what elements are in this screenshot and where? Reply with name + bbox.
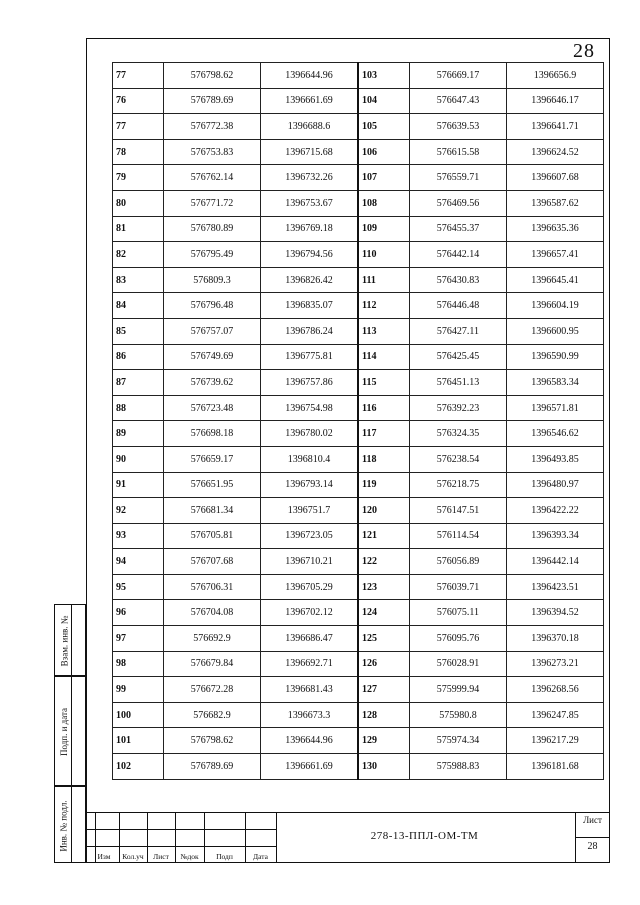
x-coordinate-cell: 576324.35 <box>410 421 507 447</box>
title-col-date: Дата <box>253 852 268 861</box>
y-coordinate-cell: 1396181.68 <box>507 754 604 780</box>
x-coordinate-cell: 576739.62 <box>164 370 261 396</box>
table-row <box>113 370 604 396</box>
y-coordinate-cell: 1396705.29 <box>261 574 359 600</box>
y-coordinate-cell: 1396480.97 <box>507 472 604 498</box>
x-coordinate-cell: 576425.45 <box>410 344 507 370</box>
x-coordinate-cell: 576095.76 <box>410 626 507 652</box>
y-coordinate-cell: 1396754.98 <box>261 395 359 421</box>
table-row <box>113 421 604 447</box>
title-col-list: Лист <box>153 852 169 861</box>
x-coordinate-cell: 576615.58 <box>410 139 507 165</box>
table-row <box>113 344 604 370</box>
point-number-cell: 114 <box>358 344 410 370</box>
point-number-cell: 77 <box>113 63 164 89</box>
point-number-cell: 127 <box>358 677 410 703</box>
x-coordinate-cell: 576704.08 <box>164 600 261 626</box>
y-coordinate-cell: 1396656.9 <box>507 63 604 89</box>
x-coordinate-cell: 576798.62 <box>164 728 261 754</box>
x-coordinate-cell: 576753.83 <box>164 139 261 165</box>
point-number-cell: 102 <box>113 754 164 780</box>
point-number-cell: 115 <box>358 370 410 396</box>
y-coordinate-cell: 1396835.07 <box>261 293 359 319</box>
table-row <box>113 472 604 498</box>
y-coordinate-cell: 1396422.22 <box>507 498 604 524</box>
point-number-cell: 107 <box>358 165 410 191</box>
x-coordinate-cell: 576705.81 <box>164 523 261 549</box>
y-coordinate-cell: 1396753.67 <box>261 190 359 216</box>
x-coordinate-cell: 575988.83 <box>410 754 507 780</box>
y-coordinate-cell: 1396635.36 <box>507 216 604 242</box>
x-coordinate-cell: 576427.11 <box>410 318 507 344</box>
y-coordinate-cell: 1396775.81 <box>261 344 359 370</box>
x-coordinate-cell: 576809.3 <box>164 267 261 293</box>
x-coordinate-cell: 576647.43 <box>410 88 507 114</box>
table-row <box>113 88 604 114</box>
x-coordinate-cell: 576772.38 <box>164 114 261 140</box>
y-coordinate-cell: 1396587.62 <box>507 190 604 216</box>
table-row <box>113 267 604 293</box>
y-coordinate-cell: 1396769.18 <box>261 216 359 242</box>
x-coordinate-cell: 576692.9 <box>164 626 261 652</box>
x-coordinate-cell: 576238.54 <box>410 446 507 472</box>
y-coordinate-cell: 1396641.71 <box>507 114 604 140</box>
x-coordinate-cell: 576651.95 <box>164 472 261 498</box>
y-coordinate-cell: 1396780.02 <box>261 421 359 447</box>
point-number-cell: 83 <box>113 267 164 293</box>
side-stamp-label: Подп. и дата <box>59 707 69 757</box>
y-coordinate-cell: 1396370.18 <box>507 626 604 652</box>
table-row <box>113 242 604 268</box>
y-coordinate-cell: 1396607.68 <box>507 165 604 191</box>
y-coordinate-cell: 1396571.81 <box>507 395 604 421</box>
point-number-cell: 123 <box>358 574 410 600</box>
side-stamp-replaced-inv <box>54 604 86 676</box>
table-row <box>113 216 604 242</box>
x-coordinate-cell: 576147.51 <box>410 498 507 524</box>
x-coordinate-cell: 576659.17 <box>164 446 261 472</box>
side-stamp-label: Инв. № подл. <box>59 799 69 852</box>
point-number-cell: 129 <box>358 728 410 754</box>
y-coordinate-cell: 1396757.86 <box>261 370 359 396</box>
x-coordinate-cell: 576749.69 <box>164 344 261 370</box>
y-coordinate-cell: 1396786.24 <box>261 318 359 344</box>
y-coordinate-cell: 1396590.99 <box>507 344 604 370</box>
y-coordinate-cell: 1396661.69 <box>261 754 359 780</box>
x-coordinate-cell: 576706.31 <box>164 574 261 600</box>
table-row <box>113 63 604 89</box>
table-row <box>113 446 604 472</box>
x-coordinate-cell: 576762.14 <box>164 165 261 191</box>
y-coordinate-cell: 1396794.56 <box>261 242 359 268</box>
table-row <box>113 395 604 421</box>
y-coordinate-cell: 1396657.41 <box>507 242 604 268</box>
point-number-cell: 122 <box>358 549 410 575</box>
table-row <box>113 190 604 216</box>
sheet-number: 28 <box>587 841 598 852</box>
x-coordinate-cell: 576455.37 <box>410 216 507 242</box>
y-coordinate-cell: 1396673.3 <box>261 702 359 728</box>
point-number-cell: 116 <box>358 395 410 421</box>
point-number-cell: 95 <box>113 574 164 600</box>
title-col-doc: №док <box>180 852 199 861</box>
point-number-cell: 76 <box>113 88 164 114</box>
point-number-cell: 108 <box>358 190 410 216</box>
x-coordinate-cell: 576798.62 <box>164 63 261 89</box>
table-row <box>113 651 604 677</box>
point-number-cell: 130 <box>358 754 410 780</box>
y-coordinate-cell: 1396247.85 <box>507 702 604 728</box>
point-number-cell: 77 <box>113 114 164 140</box>
y-coordinate-cell: 1396723.05 <box>261 523 359 549</box>
y-coordinate-cell: 1396644.96 <box>261 63 359 89</box>
point-number-cell: 128 <box>358 702 410 728</box>
x-coordinate-cell: 576446.48 <box>410 293 507 319</box>
y-coordinate-cell: 1396715.68 <box>261 139 359 165</box>
y-coordinate-cell: 1396493.85 <box>507 446 604 472</box>
x-coordinate-cell: 576795.49 <box>164 242 261 268</box>
table-row <box>113 549 604 575</box>
point-number-cell: 118 <box>358 446 410 472</box>
x-coordinate-cell: 576789.69 <box>164 88 261 114</box>
y-coordinate-cell: 1396600.95 <box>507 318 604 344</box>
point-number-cell: 109 <box>358 216 410 242</box>
coordinates-table <box>112 62 604 780</box>
x-coordinate-cell: 576679.84 <box>164 651 261 677</box>
point-number-cell: 98 <box>113 651 164 677</box>
point-number-cell: 110 <box>358 242 410 268</box>
point-number-cell: 94 <box>113 549 164 575</box>
point-number-cell: 124 <box>358 600 410 626</box>
y-coordinate-cell: 1396710.21 <box>261 549 359 575</box>
x-coordinate-cell: 575974.34 <box>410 728 507 754</box>
y-coordinate-cell: 1396645.41 <box>507 267 604 293</box>
point-number-cell: 92 <box>113 498 164 524</box>
table-row <box>113 165 604 191</box>
y-coordinate-cell: 1396686.47 <box>261 626 359 652</box>
y-coordinate-cell: 1396268.56 <box>507 677 604 703</box>
table-row <box>113 574 604 600</box>
x-coordinate-cell: 576780.89 <box>164 216 261 242</box>
point-number-cell: 86 <box>113 344 164 370</box>
x-coordinate-cell: 576075.11 <box>410 600 507 626</box>
point-number-cell: 100 <box>113 702 164 728</box>
point-number-cell: 87 <box>113 370 164 396</box>
table-row <box>113 293 604 319</box>
point-number-cell: 79 <box>113 165 164 191</box>
point-number-cell: 104 <box>358 88 410 114</box>
y-coordinate-cell: 1396793.14 <box>261 472 359 498</box>
table-row <box>113 702 604 728</box>
table-row <box>113 728 604 754</box>
table-row <box>113 139 604 165</box>
table-row <box>113 498 604 524</box>
y-coordinate-cell: 1396546.62 <box>507 421 604 447</box>
point-number-cell: 121 <box>358 523 410 549</box>
x-coordinate-cell: 576114.54 <box>410 523 507 549</box>
title-col-kol: Кол.уч <box>122 852 144 861</box>
point-number-cell: 101 <box>113 728 164 754</box>
table-row <box>113 677 604 703</box>
x-coordinate-cell: 576442.14 <box>410 242 507 268</box>
x-coordinate-cell: 576559.71 <box>410 165 507 191</box>
table-row <box>113 523 604 549</box>
y-coordinate-cell: 1396688.6 <box>261 114 359 140</box>
point-number-cell: 91 <box>113 472 164 498</box>
table-row <box>113 754 604 780</box>
point-number-cell: 89 <box>113 421 164 447</box>
point-number-cell: 78 <box>113 139 164 165</box>
document-code: 278-13-ППЛ-ОМ-ТМ <box>370 830 479 842</box>
title-col-izm: Изм <box>97 852 111 861</box>
title-col-sign: Подп <box>216 852 233 861</box>
x-coordinate-cell: 576669.17 <box>410 63 507 89</box>
table-row <box>113 318 604 344</box>
y-coordinate-cell: 1396644.96 <box>261 728 359 754</box>
point-number-cell: 80 <box>113 190 164 216</box>
y-coordinate-cell: 1396393.34 <box>507 523 604 549</box>
x-coordinate-cell: 576682.9 <box>164 702 261 728</box>
table-row <box>113 114 604 140</box>
point-number-cell: 120 <box>358 498 410 524</box>
y-coordinate-cell: 1396810.4 <box>261 446 359 472</box>
y-coordinate-cell: 1396217.29 <box>507 728 604 754</box>
point-number-cell: 97 <box>113 626 164 652</box>
x-coordinate-cell: 576430.83 <box>410 267 507 293</box>
point-number-cell: 82 <box>113 242 164 268</box>
x-coordinate-cell: 576681.34 <box>164 498 261 524</box>
x-coordinate-cell: 576028.91 <box>410 651 507 677</box>
y-coordinate-cell: 1396273.21 <box>507 651 604 677</box>
point-number-cell: 96 <box>113 600 164 626</box>
x-coordinate-cell: 576392.23 <box>410 395 507 421</box>
sheet-label: Лист <box>583 815 602 825</box>
side-stamp-signature-date <box>54 676 86 786</box>
point-number-cell: 93 <box>113 523 164 549</box>
y-coordinate-cell: 1396692.71 <box>261 651 359 677</box>
point-number-cell: 88 <box>113 395 164 421</box>
x-coordinate-cell: 576451.13 <box>410 370 507 396</box>
table-row <box>113 626 604 652</box>
x-coordinate-cell: 576757.07 <box>164 318 261 344</box>
y-coordinate-cell: 1396681.43 <box>261 677 359 703</box>
y-coordinate-cell: 1396826.42 <box>261 267 359 293</box>
x-coordinate-cell: 576789.69 <box>164 754 261 780</box>
x-coordinate-cell: 576698.18 <box>164 421 261 447</box>
point-number-cell: 81 <box>113 216 164 242</box>
page-number: 28 <box>573 40 595 62</box>
x-coordinate-cell: 575999.94 <box>410 677 507 703</box>
y-coordinate-cell: 1396423.51 <box>507 574 604 600</box>
y-coordinate-cell: 1396732.26 <box>261 165 359 191</box>
x-coordinate-cell: 576707.68 <box>164 549 261 575</box>
x-coordinate-cell: 576639.53 <box>410 114 507 140</box>
point-number-cell: 105 <box>358 114 410 140</box>
y-coordinate-cell: 1396442.14 <box>507 549 604 575</box>
x-coordinate-cell: 576056.89 <box>410 549 507 575</box>
x-coordinate-cell: 576218.75 <box>410 472 507 498</box>
point-number-cell: 119 <box>358 472 410 498</box>
y-coordinate-cell: 1396604.19 <box>507 293 604 319</box>
y-coordinate-cell: 1396646.17 <box>507 88 604 114</box>
point-number-cell: 112 <box>358 293 410 319</box>
point-number-cell: 85 <box>113 318 164 344</box>
x-coordinate-cell: 575980.8 <box>410 702 507 728</box>
point-number-cell: 117 <box>358 421 410 447</box>
point-number-cell: 113 <box>358 318 410 344</box>
x-coordinate-cell: 576796.48 <box>164 293 261 319</box>
point-number-cell: 84 <box>113 293 164 319</box>
side-stamp-label: Взам. инв. № <box>59 615 69 667</box>
side-stamp-original-inv <box>54 786 86 863</box>
x-coordinate-cell: 576469.56 <box>410 190 507 216</box>
point-number-cell: 111 <box>358 267 410 293</box>
x-coordinate-cell: 576723.48 <box>164 395 261 421</box>
x-coordinate-cell: 576771.72 <box>164 190 261 216</box>
y-coordinate-cell: 1396751.7 <box>261 498 359 524</box>
point-number-cell: 103 <box>358 63 410 89</box>
point-number-cell: 125 <box>358 626 410 652</box>
x-coordinate-cell: 576039.71 <box>410 574 507 600</box>
y-coordinate-cell: 1396624.52 <box>507 139 604 165</box>
x-coordinate-cell: 576672.28 <box>164 677 261 703</box>
y-coordinate-cell: 1396394.52 <box>507 600 604 626</box>
y-coordinate-cell: 1396661.69 <box>261 88 359 114</box>
y-coordinate-cell: 1396583.34 <box>507 370 604 396</box>
point-number-cell: 99 <box>113 677 164 703</box>
table-row <box>113 600 604 626</box>
point-number-cell: 106 <box>358 139 410 165</box>
y-coordinate-cell: 1396702.12 <box>261 600 359 626</box>
point-number-cell: 126 <box>358 651 410 677</box>
point-number-cell: 90 <box>113 446 164 472</box>
